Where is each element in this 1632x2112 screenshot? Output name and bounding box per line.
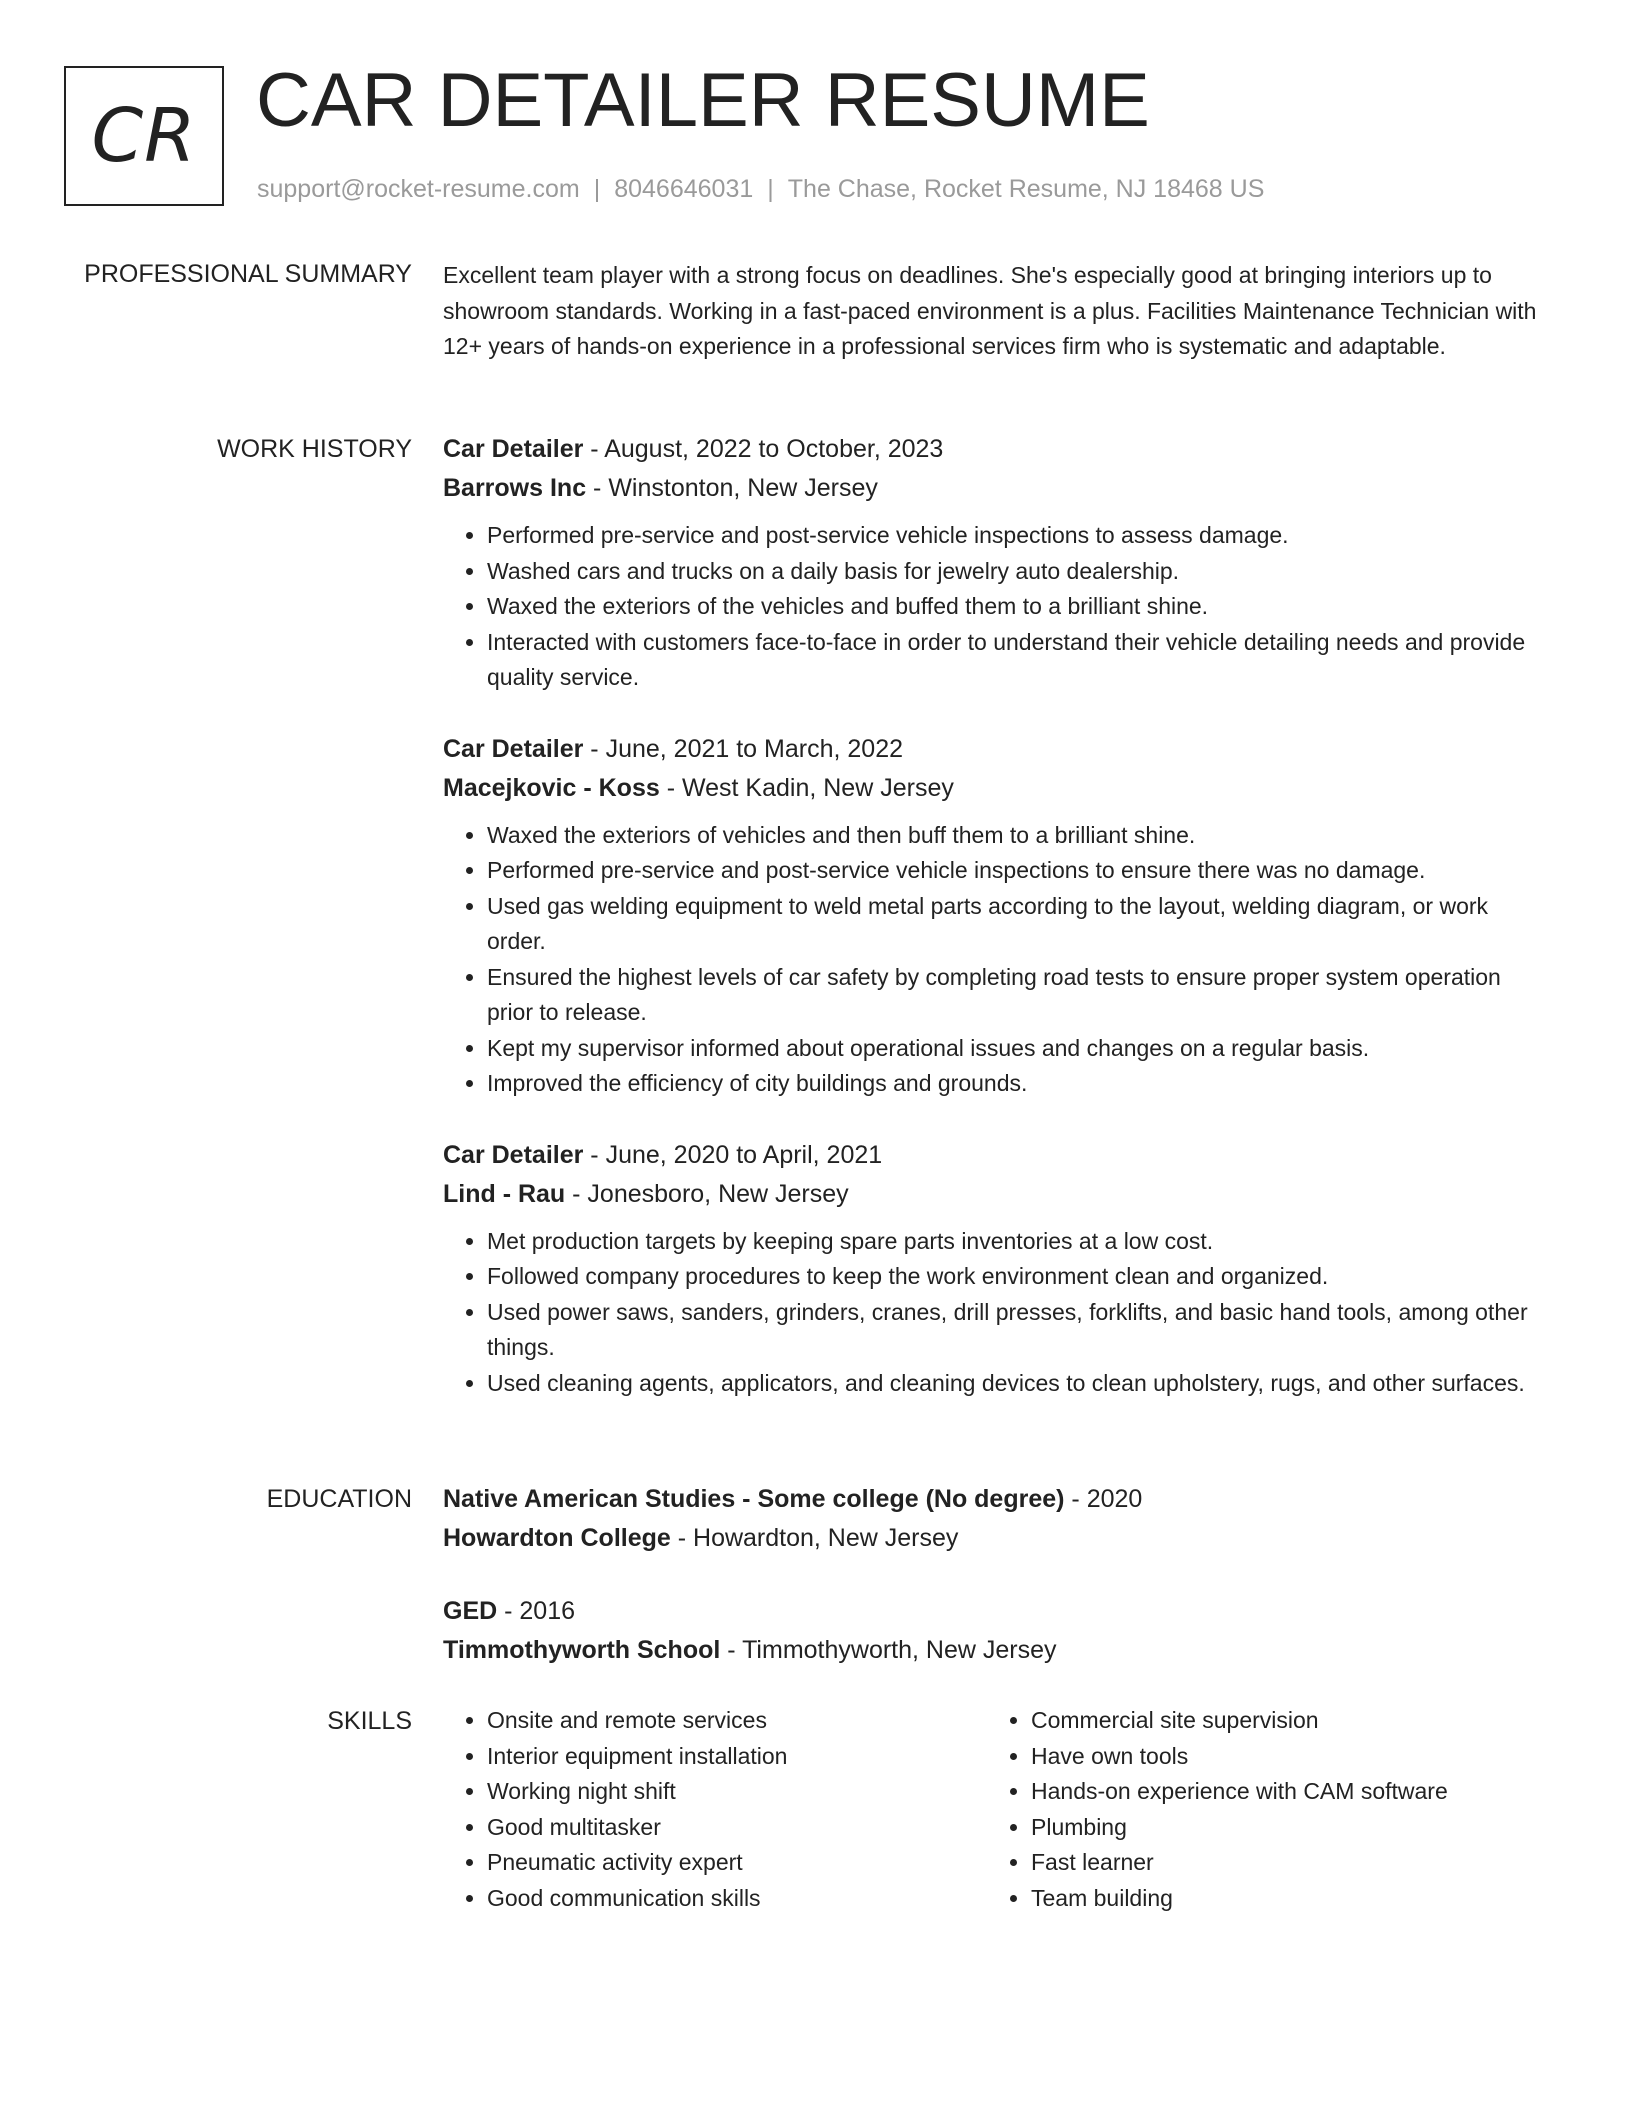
job-title-line: [443, 1136, 1543, 1175]
skills-list-left: [443, 1703, 987, 1916]
education-entry: [443, 1480, 1543, 1558]
job-entry: [443, 1136, 1543, 1402]
contact-separator: |: [593, 175, 601, 203]
job-title: Car Detailer: [443, 734, 584, 763]
job-bullet: • Met production targets by keeping spare parts inventories at a low cost.: [487, 1224, 1543, 1260]
job-bullet: • Followed company procedures to keep the work environment clean and organized.: [487, 1259, 1543, 1295]
summary-text: Excellent team player with a strong focus on deadlines. She's especially good at bringing interiors up to showroom standards. Working in a fast-paced environment is a plus. Facilities Maintenance Technician with 12+ years of hands-on experience in a professional services firm who is systematic and adaptable.: [443, 262, 1537, 359]
job-dates: - June, 2021 to March, 2022: [583, 734, 904, 763]
education-school: Howardton College: [443, 1524, 671, 1552]
contact-email[interactable]: support@rocket-resume.com: [257, 175, 580, 203]
education-location: - Timmothyworth, New Jersey: [720, 1636, 1057, 1664]
job-bullet: • Performed pre-service and post-service vehicle inspections to assess damage.: [487, 518, 1543, 554]
job-bullets: [443, 518, 1543, 696]
skill-item: • Commercial site supervision: [1031, 1703, 1531, 1739]
education-degree: GED: [443, 1597, 498, 1625]
job-title-line: [443, 430, 1543, 469]
job-bullets: [443, 818, 1543, 1102]
job-bullet: • Washed cars and trucks on a daily basis for jewelry auto dealership.: [487, 554, 1543, 590]
contact-address: The Chase, Rocket Resume, NJ 18468 US: [787, 175, 1265, 203]
education-location: - Howardton, New Jersey: [670, 1524, 959, 1552]
job-bullet: • Improved the efficiency of city buildings and grounds.: [487, 1066, 1543, 1102]
job-bullet: • Ensured the highest levels of car safety by completing road tests to ensure proper system operation prior to release.: [487, 960, 1543, 1031]
skill-item: • Plumbing: [1031, 1810, 1531, 1846]
education-school: Timmothyworth School: [443, 1636, 721, 1664]
education-year: - 2016: [497, 1597, 576, 1625]
job-bullet: • Used gas welding equipment to weld metal parts according to the layout, welding diagram, or work order.: [487, 889, 1543, 960]
skill-item: • Onsite and remote services: [487, 1703, 987, 1739]
contact-separator: |: [767, 175, 774, 203]
section-heading-skills: SKILLS: [327, 1707, 412, 1735]
job-bullet: • Used power saws, sanders, grinders, cranes, drill presses, forklifts, and basic hand tools, among other things.: [487, 1295, 1543, 1366]
job-title: Car Detailer: [443, 1140, 584, 1169]
job-bullet: • Interacted with customers face-to-face in order to understand their vehicle detailing needs and provide quality service.: [487, 625, 1543, 696]
job-entry: [443, 430, 1543, 696]
contact-info: [257, 172, 1264, 206]
skill-item: • Have own tools: [1031, 1739, 1531, 1775]
skills-columns: [443, 1703, 1543, 1916]
skills-list-right: [987, 1703, 1531, 1916]
education-year: - 2020: [1064, 1485, 1143, 1513]
job-company: Lind - Rau: [443, 1179, 566, 1208]
job-entry: [443, 730, 1543, 1102]
skill-item: • Good communication skills: [487, 1881, 987, 1917]
job-dates: - August, 2022 to October, 2023: [583, 435, 944, 463]
job-location: - Winstonton, New Jersey: [586, 474, 878, 502]
job-title: Car Detailer: [443, 435, 584, 463]
education-degree: Native American Studies - Some college (No degree): [443, 1485, 1065, 1513]
job-company-line: [443, 769, 1543, 808]
education-degree-line: [443, 1592, 1543, 1631]
monogram-logo: CR: [64, 66, 224, 206]
job-company: Macejkovic - Koss: [443, 773, 660, 802]
job-company-line: [443, 1175, 1543, 1214]
skill-item: • Fast learner: [1031, 1845, 1531, 1881]
job-title-line: [443, 730, 1543, 769]
job-bullet: • Performed pre-service and post-service vehicle inspections to ensure there was no damage.: [487, 853, 1543, 889]
job-bullet: • Kept my supervisor informed about operational issues and changes on a regular basis.: [487, 1031, 1543, 1067]
skill-item: • Working night shift: [487, 1774, 987, 1810]
job-bullet: • Waxed the exteriors of vehicles and then buff them to a brilliant shine.: [487, 818, 1543, 854]
contact-phone[interactable]: 8046646031: [614, 175, 754, 203]
job-location: - West Kadin, New Jersey: [659, 773, 954, 802]
skill-item: • Hands-on experience with CAM software: [1031, 1774, 1531, 1810]
education-school-line: [443, 1631, 1543, 1670]
section-heading-education: EDUCATION: [266, 1485, 412, 1513]
skill-item: • Good multitasker: [487, 1810, 987, 1846]
page-title: CAR DETAILER RESUME: [256, 58, 1150, 143]
section-heading-work-history: WORK HISTORY: [217, 435, 412, 463]
job-company: Barrows Inc: [443, 474, 587, 502]
job-company-line: [443, 469, 1543, 508]
education-school-line: [443, 1519, 1543, 1558]
job-bullets: [443, 1224, 1543, 1402]
job-bullet: • Used cleaning agents, applicators, and cleaning devices to clean upholstery, rugs, and other surfaces.: [487, 1366, 1543, 1402]
job-location: - Jonesboro, New Jersey: [565, 1179, 849, 1208]
skill-item: • Pneumatic activity expert: [487, 1845, 987, 1881]
job-dates: - June, 2020 to April, 2021: [583, 1140, 883, 1169]
education-entry: [443, 1592, 1543, 1670]
job-bullet: • Waxed the exteriors of the vehicles and buffed them to a brilliant shine.: [487, 589, 1543, 625]
skill-item: • Team building: [1031, 1881, 1531, 1917]
section-heading-summary: PROFESSIONAL SUMMARY: [84, 260, 412, 288]
education-degree-line: [443, 1480, 1543, 1519]
skill-item: • Interior equipment installation: [487, 1739, 987, 1775]
